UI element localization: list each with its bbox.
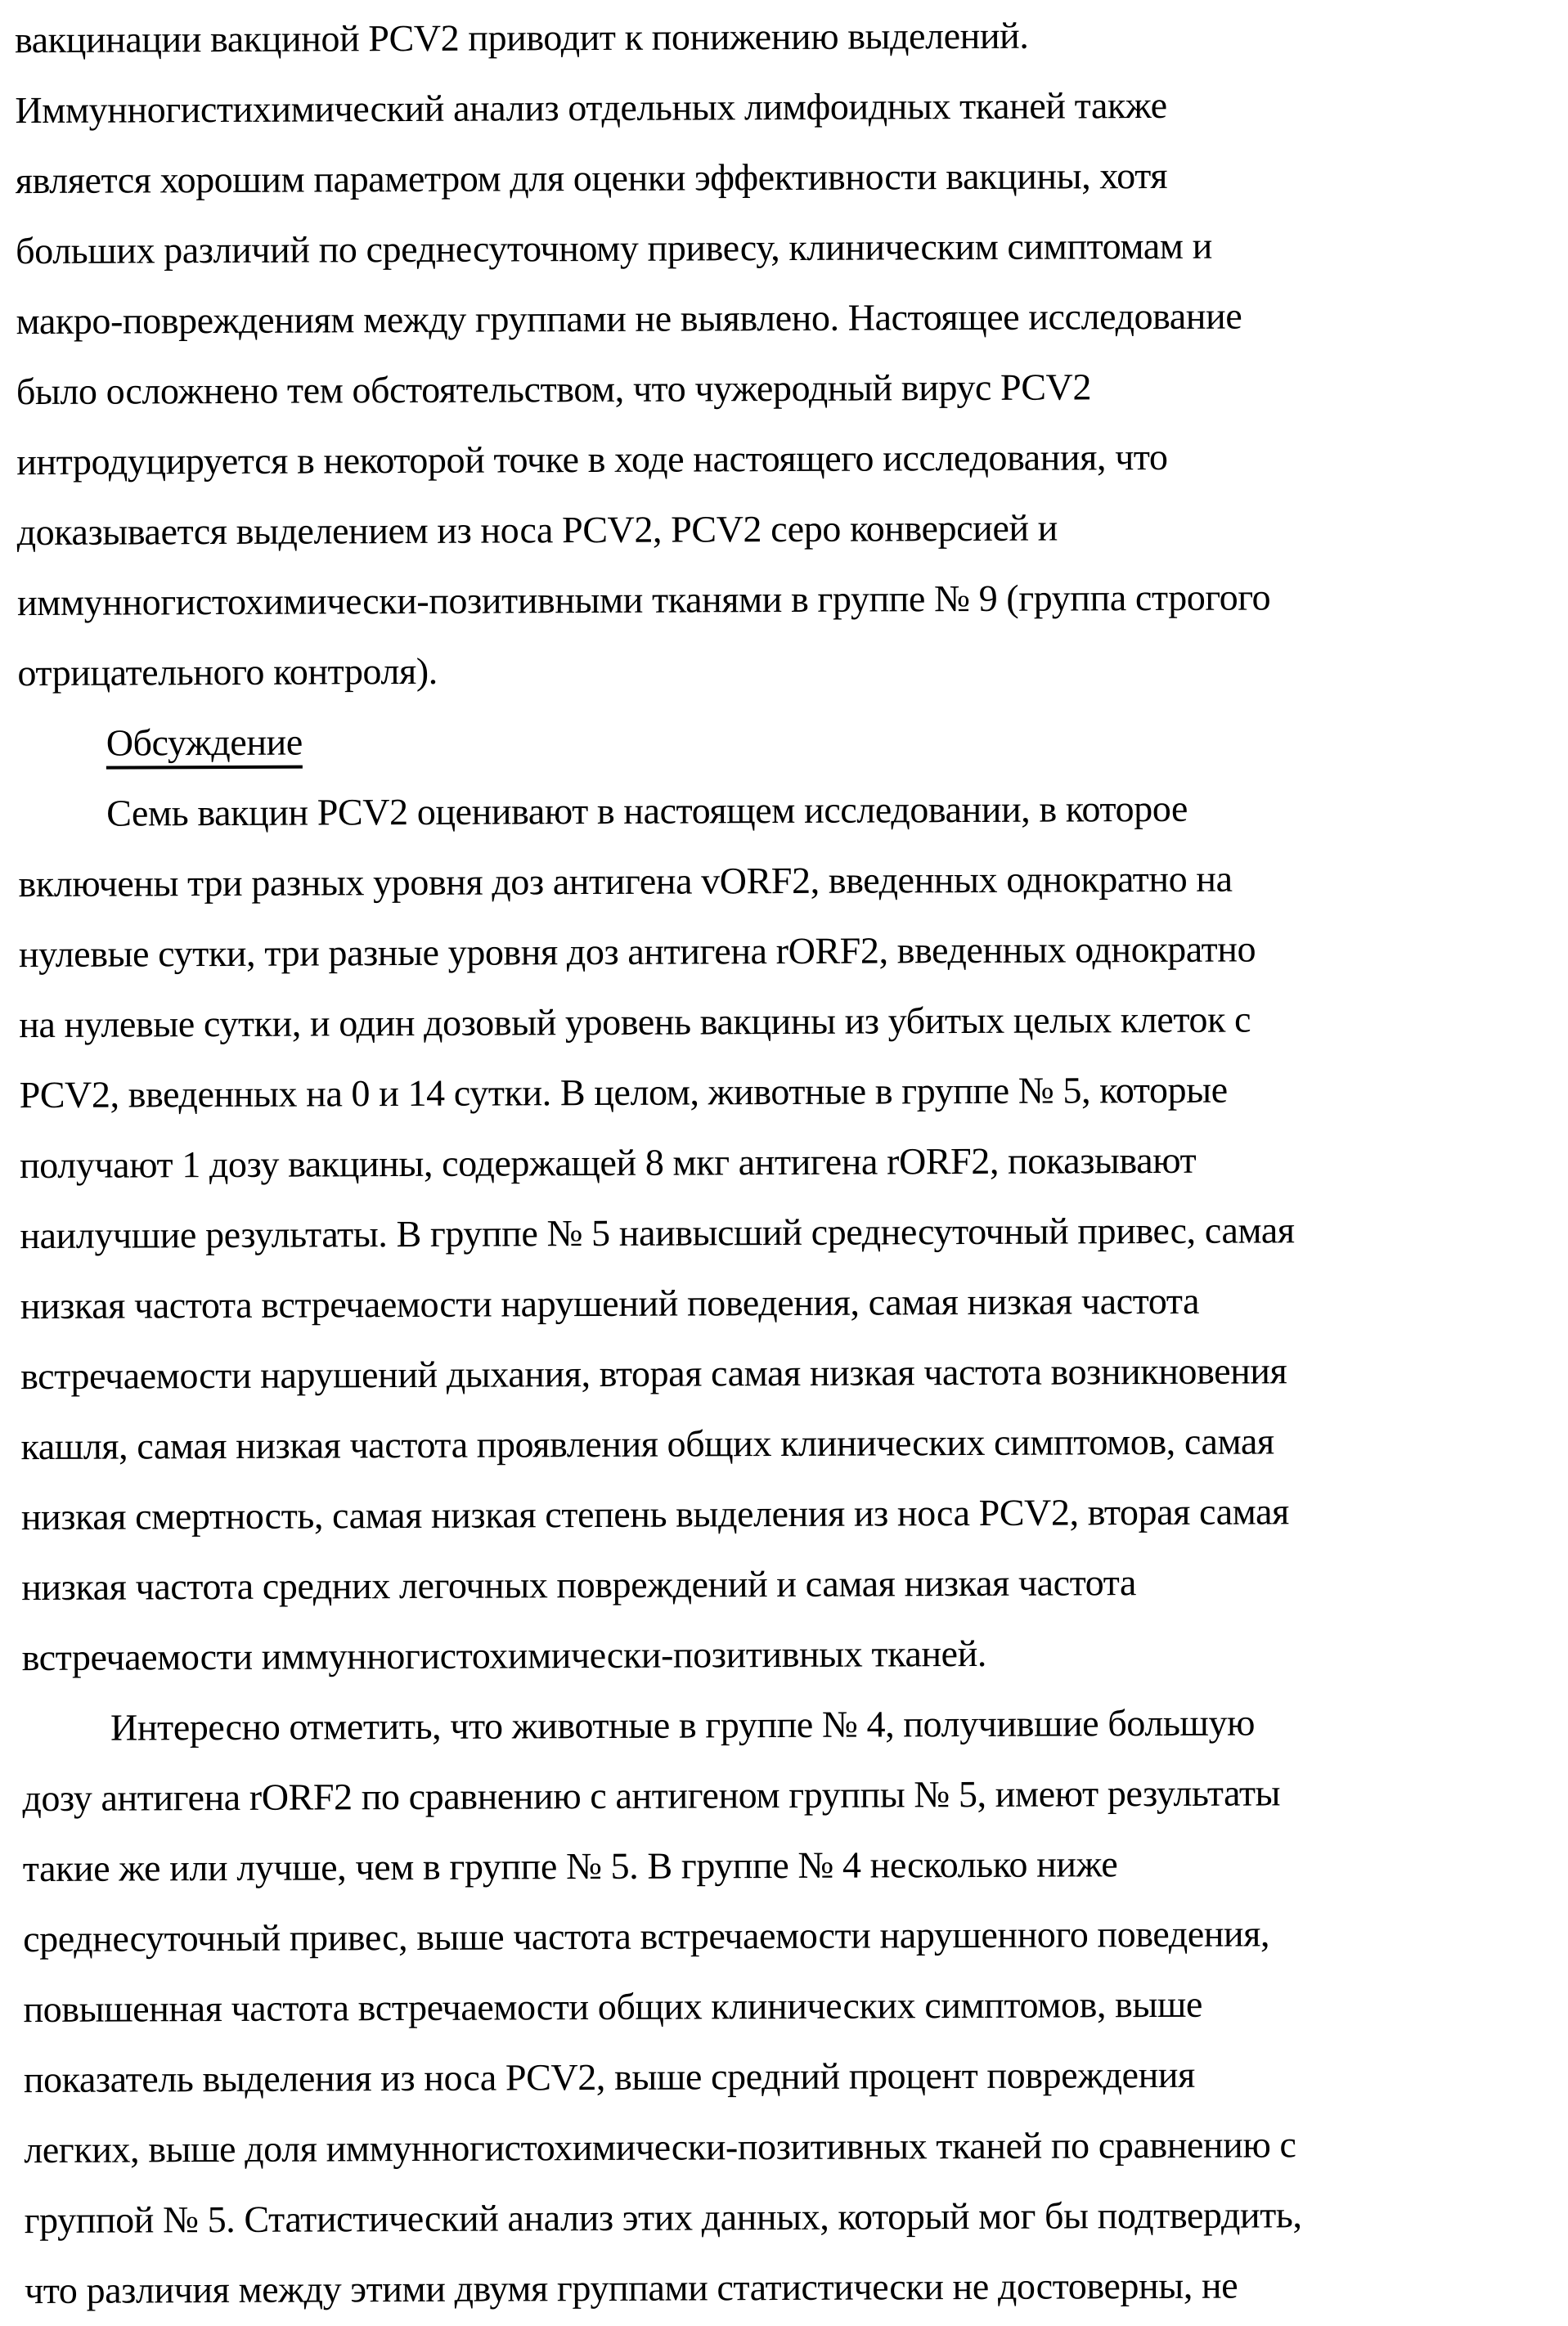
text-line: интродуцируется в некоторой точке в ходе настоящего исследования, что bbox=[16, 435, 1168, 483]
text-line: такие же или лучше, чем в группе № 5. В группе № 4 несколько ниже bbox=[22, 1843, 1118, 1890]
text-line: Иммунногистихимический анализ отдельных лимфоидных тканей также bbox=[15, 83, 1167, 132]
text-line: получают 1 дозу вакцины, содержащей 8 мкг антигена rORF2, показывают bbox=[19, 1138, 1197, 1187]
text-line: было осложнено тем обстоятельством, что чужеродный вирус PCV2 bbox=[16, 366, 1092, 413]
text-line: отрицательного контроля). bbox=[17, 649, 438, 694]
text-line: дозу антигена rORF2 по сравнению с антигеном группы № 5, имеют результаты bbox=[22, 1771, 1281, 1820]
text-line: низкая частота средних легочных повреждений и самая низкая частота bbox=[21, 1561, 1137, 1609]
text-line: Семь вакцин PCV2 оценивают в настоящем исследовании, в которое bbox=[106, 787, 1188, 834]
text-line: встречаемости иммунногистохимически-позитивных тканей. bbox=[21, 1632, 987, 1679]
section-heading bbox=[0, 702, 1566, 779]
section-heading-text: Обсуждение bbox=[106, 722, 303, 770]
text-line: доказывается выделением из носа PCV2, PCV2 серо конверсией и bbox=[16, 506, 1058, 554]
text-line: включены три разных уровня доз антигена vORF2, введенных однократно на bbox=[18, 857, 1233, 905]
text-line: больших различий по среднесуточному привесу, клиническим симптомам и bbox=[16, 224, 1212, 272]
text-line: является хорошим параметром для оценки эффективности вакцины, хотя bbox=[15, 154, 1168, 202]
text-line: вакцинации вакциной PCV2 приводит к понижению выделений. bbox=[14, 14, 1029, 61]
text-line: иммунногистохимически-позитивными тканями в группе № 9 (группа строгого bbox=[16, 576, 1271, 624]
text-line: встречаемости нарушений дыхания, вторая самая низкая частота возникновения bbox=[20, 1349, 1287, 1398]
text-line: кашля, самая низкая частота проявления общих клинических симптомов, самая bbox=[20, 1420, 1274, 1468]
text-line: наилучшие результаты. В группе № 5 наивысший среднесуточный привес, самая bbox=[20, 1209, 1295, 1257]
text-line: что различия между этими двумя группами статистически не достоверны, не bbox=[24, 2264, 1238, 2312]
text-line: PCV2, введенных на 0 и 14 сутки. В целом, животные в группе № 5, которые bbox=[19, 1068, 1228, 1116]
text-line: легких, выше доля иммунногистохимически-позитивных тканей по сравнению с bbox=[24, 2123, 1296, 2171]
text-line: низкая частота встречаемости нарушений поведения, самая низкая частота bbox=[20, 1279, 1200, 1327]
text-line: на нулевые сутки, и один дозовый уровень вакцины из убитых целых клеток с bbox=[19, 998, 1251, 1046]
text-line: повышенная частота встречаемости общих клинических симптомов, выше bbox=[23, 1982, 1203, 2031]
text-line: Интересно отметить, что животные в группе № 4, получившие большую bbox=[110, 1701, 1256, 1749]
text-line: группой № 5. Статистический анализ этих данных, который мог бы подтвердить, bbox=[24, 2194, 1302, 2242]
text-line: низкая смертность, самая низкая степень выделения из носа PCV2, вторая самая bbox=[20, 1490, 1289, 1538]
text-line: показатель выделения из носа PCV2, выше средний процент повреждения bbox=[23, 2053, 1195, 2101]
text-line: среднесуточный привес, выше частота встречаемости нарушенного поведения, bbox=[23, 1912, 1270, 1960]
text-line: нулевые сутки, три разные уровня доз антигена rORF2, введенных однократно bbox=[18, 927, 1256, 976]
text-line: макро-повреждениям между группами не выявлено. Настоящее исследование bbox=[16, 294, 1242, 343]
